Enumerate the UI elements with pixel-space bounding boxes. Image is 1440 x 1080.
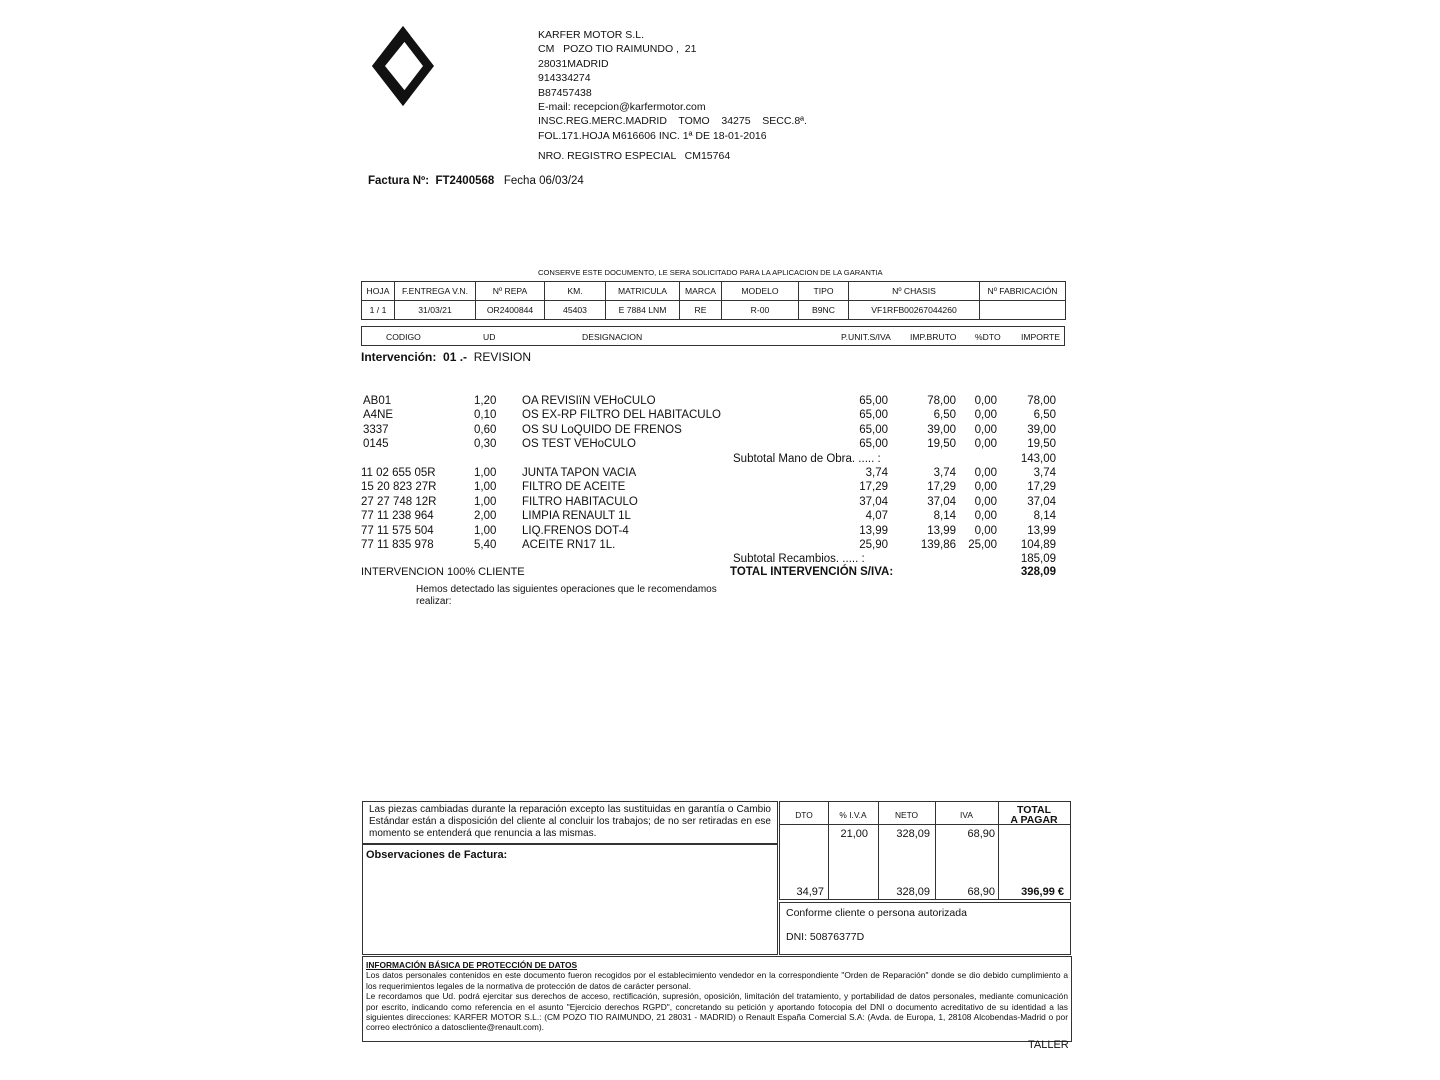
table-row bbox=[361, 395, 1061, 409]
totals-header-iva: IVA bbox=[960, 810, 973, 820]
company-registry-2: FOL.171.HOJA M616606 INC. 1ª DE 18-01-2016 bbox=[538, 129, 767, 142]
vehicle-cell bbox=[980, 301, 1066, 320]
item-punit: 65,00 bbox=[859, 438, 888, 451]
item-code: 3337 bbox=[363, 423, 389, 436]
item-code: 77 11 238 964 bbox=[361, 510, 434, 523]
item-bruto: 78,00 bbox=[927, 395, 956, 407]
company-name: KARFER MOTOR S.L. bbox=[538, 29, 644, 41]
col-punit: P.UNIT.S/IVA bbox=[841, 332, 891, 342]
vehicle-cell: RE bbox=[680, 301, 722, 320]
totals-box bbox=[779, 801, 1071, 900]
subtotal-parts-value: 185,09 bbox=[1020, 553, 1056, 566]
total-intervention-label: TOTAL INTERVENCIÓN S/IVA: bbox=[730, 566, 894, 578]
table-row bbox=[361, 481, 1061, 495]
company-email: E-mail: recepcion@karfermotor.com bbox=[538, 101, 706, 114]
totals-header-total-2: A PAGAR bbox=[1010, 814, 1058, 826]
item-bruto: 8,14 bbox=[933, 510, 956, 523]
vehicle-header-cell: KM. bbox=[545, 282, 606, 301]
item-bruto: 13,99 bbox=[927, 524, 956, 537]
item-punit: 37,04 bbox=[859, 495, 888, 508]
vehicle-header-cell: Nº CHASIS bbox=[849, 282, 980, 301]
invoice-number: FT2400568 bbox=[435, 175, 495, 187]
item-code: 77 11 575 504 bbox=[361, 524, 434, 537]
intervention-label: Intervención: 01 .- bbox=[361, 350, 468, 364]
item-desc: OA REVISIïN VEHoCULO bbox=[522, 395, 656, 407]
item-code: AB01 bbox=[363, 395, 392, 407]
vehicle-header-cell: TIPO bbox=[799, 282, 849, 301]
item-ud: 1,00 bbox=[474, 481, 497, 494]
data-protection-p1: Los datos personales contenidos en este documento fueron recogidos por el establecimiento vendedor en la correspondiente "Orden de Reparación" donde se dio debido cumplimiento a los requerimientos legales de la normativa de protección de datos de carácter personal. bbox=[366, 970, 1068, 991]
col-impbruto: IMP.BRUTO bbox=[910, 332, 957, 342]
item-dto: 0,00 bbox=[974, 466, 997, 479]
data-protection-p2: Le recordamos que Ud. podrá ejercitar sus derechos de acceso, rectificación, supresión, oposición, limitación del tratamiento, y portabilidad de datos personales, mediante comunicación por escrito, indicando como referencia en el asunto "Ejercicio derechos RGPD", concretando su petición y aportando fotocopia del DNI o documento acreditativo de su identidad a las siguientes direcciones: KARFER MOTOR S.L.: (CM POZO TIO RAIMUNDO, 21 28031 - MADRID) o Renault España Comercial S.A: (Avda. de Europa, 1, 28108 Alcobendas-Madrid o por correo electrónico a datoscliente@renault.com). bbox=[366, 991, 1068, 1033]
item-punit: 17,29 bbox=[859, 481, 888, 494]
invoice-date-label: Fecha bbox=[503, 175, 536, 187]
item-ud: 0,30 bbox=[474, 438, 497, 451]
vehicle-header-cell: HOJA bbox=[362, 282, 395, 301]
vehicle-cell: 1 / 1 bbox=[362, 301, 395, 320]
item-code: A4NE bbox=[363, 409, 394, 422]
rate-iva: 68,90 bbox=[967, 828, 995, 840]
item-punit: 4,07 bbox=[865, 510, 888, 523]
vehicle-cell: VF1RFB00267044260 bbox=[849, 301, 980, 320]
item-punit: 3,74 bbox=[865, 466, 888, 479]
col-dto: %DTO bbox=[975, 332, 1001, 342]
table-row bbox=[361, 525, 1061, 539]
item-desc: FILTRO HABITACULO bbox=[522, 495, 638, 508]
company-registry-1: INSC.REG.MERC.MADRID TOMO 34275 SECC.8ª. bbox=[538, 115, 807, 128]
vehicle-table-row bbox=[362, 301, 1066, 320]
item-bruto: 6,50 bbox=[933, 409, 956, 422]
item-ud: 1,20 bbox=[474, 395, 497, 407]
item-importe: 8,14 bbox=[1033, 510, 1056, 523]
item-desc: JUNTA TAPON VACIA bbox=[522, 466, 637, 479]
item-code: 27 27 748 12R bbox=[361, 495, 437, 508]
item-bruto: 19,50 bbox=[927, 438, 956, 451]
item-dto: 0,00 bbox=[974, 395, 997, 407]
item-desc: OS EX-RP FILTRO DEL HABITACULO bbox=[522, 409, 721, 422]
table-row bbox=[361, 467, 1061, 481]
item-desc: FILTRO DE ACEITE bbox=[522, 481, 626, 494]
subtotal-labor-value: 143,00 bbox=[1020, 452, 1056, 465]
item-punit: 25,90 bbox=[859, 538, 888, 551]
col-importe: IMPORTE bbox=[1021, 332, 1060, 342]
item-importe: 78,00 bbox=[1027, 395, 1056, 407]
table-row bbox=[361, 496, 1061, 510]
totals-header-dto: DTO bbox=[795, 810, 813, 820]
subtotal-labor-label: Subtotal Mano de Obra. ..... : bbox=[733, 452, 881, 465]
client-share: INTERVENCION 100% CLIENTE bbox=[361, 566, 525, 578]
totals-header-total-1: TOTAL bbox=[1016, 804, 1052, 816]
item-importe: 17,29 bbox=[1027, 481, 1056, 494]
final-iva: 68,90 bbox=[967, 886, 995, 898]
vehicle-cell: 45403 bbox=[545, 301, 606, 320]
vehicle-header-cell: MARCA bbox=[680, 282, 722, 301]
data-protection-title: INFORMACIÓN BÁSICA DE PROTECCIÓN DE DATOS bbox=[366, 960, 578, 970]
subtotal-labor-row bbox=[361, 453, 1061, 467]
item-punit: 13,99 bbox=[859, 524, 888, 537]
item-code: 11 02 655 05R bbox=[361, 466, 436, 479]
item-desc: LIQ.FRENOS DOT-4 bbox=[522, 524, 629, 537]
signature-box bbox=[779, 902, 1071, 955]
vehicle-cell: E 7884 LNM bbox=[606, 301, 680, 320]
intervention-title bbox=[361, 350, 531, 364]
observations-title: Observaciones de Factura: bbox=[366, 849, 508, 861]
data-protection-box bbox=[362, 956, 1072, 1042]
item-bruto: 39,00 bbox=[927, 423, 956, 436]
intervention-name: REVISION bbox=[473, 350, 532, 364]
renault-logo-icon bbox=[370, 24, 436, 108]
item-ud: 1,00 bbox=[474, 466, 497, 479]
vehicle-header-cell: Nº REPA bbox=[476, 282, 545, 301]
vehicle-cell: R-00 bbox=[722, 301, 799, 320]
item-punit: 65,00 bbox=[859, 423, 888, 436]
subtotal-parts-label: Subtotal Recambios. ..... : bbox=[733, 553, 865, 566]
item-dto: 0,00 bbox=[974, 510, 997, 523]
item-code: 77 11 835 978 bbox=[361, 538, 434, 551]
company-address: CM POZO TIO RAIMUNDO , 21 bbox=[538, 43, 697, 56]
vehicle-table-header bbox=[362, 282, 1066, 301]
item-desc: OS TEST VEHoCULO bbox=[522, 438, 636, 451]
totals-header-neto: NETO bbox=[894, 810, 919, 820]
vehicle-header-cell: MODELO bbox=[722, 282, 799, 301]
final-neto: 328,09 bbox=[896, 886, 930, 898]
table-row bbox=[361, 539, 1061, 553]
item-code: 0145 bbox=[363, 438, 389, 451]
item-ud: 0,60 bbox=[474, 423, 497, 436]
col-designacion: DESIGNACION bbox=[582, 332, 643, 342]
totals-header-iva-pct: % I.V.A bbox=[839, 810, 867, 820]
parts-notice: Las piezas cambiadas durante la reparación excepto las sustituidas en garantía o Cambio Estándar están a disposición del cliente al concluir los trabajos; de no ser retiradas en ese momento se entenderá que renuncia a las mismas. bbox=[362, 801, 778, 844]
table-row bbox=[361, 409, 1061, 423]
line-items bbox=[361, 395, 1061, 568]
item-ud: 5,40 bbox=[474, 538, 497, 551]
company-info bbox=[538, 28, 807, 143]
item-ud: 2,00 bbox=[474, 510, 497, 523]
item-desc: LIMPIA RENAULT 1L bbox=[522, 510, 631, 523]
totals-header-total bbox=[998, 805, 1070, 825]
rate-iva-pct: 21,00 bbox=[840, 828, 868, 840]
company-city: 28031MADRID bbox=[538, 57, 609, 70]
recommendation-text: Hemos detectado las siguientes operaciones que le recomendamos realizar: bbox=[416, 584, 717, 607]
col-ud: UD bbox=[483, 332, 496, 342]
vehicle-cell: 31/03/21 bbox=[395, 301, 476, 320]
table-row bbox=[361, 510, 1061, 524]
vehicle-table bbox=[361, 281, 1066, 320]
invoice-header bbox=[368, 175, 584, 187]
item-punit: 65,00 bbox=[859, 395, 888, 407]
item-importe: 37,04 bbox=[1027, 495, 1056, 508]
table-row bbox=[361, 424, 1061, 438]
item-dto: 0,00 bbox=[974, 423, 997, 436]
invoice-number-label: Factura Nº: bbox=[368, 175, 430, 187]
final-dto: 34,97 bbox=[796, 886, 824, 898]
item-ud: 1,00 bbox=[474, 495, 497, 508]
item-ud: 0,10 bbox=[474, 409, 497, 422]
table-row bbox=[361, 438, 1061, 452]
vehicle-cell: B9NC bbox=[799, 301, 849, 320]
vehicle-header-cell: F.ENTREGA V.N. bbox=[395, 282, 476, 301]
signature-label: Conforme cliente o persona autorizada bbox=[786, 907, 967, 919]
item-bruto: 139,86 bbox=[920, 538, 956, 551]
footer-taller: TALLER bbox=[1028, 1039, 1069, 1051]
item-bruto: 17,29 bbox=[927, 481, 956, 494]
item-importe: 19,50 bbox=[1027, 438, 1056, 451]
item-importe: 104,89 bbox=[1020, 538, 1056, 551]
item-dto: 0,00 bbox=[974, 524, 997, 537]
invoice-date: 06/03/24 bbox=[539, 175, 584, 187]
vehicle-cell: OR2400844 bbox=[476, 301, 545, 320]
col-codigo: CODIGO bbox=[386, 332, 421, 342]
line-items-header bbox=[361, 326, 1065, 346]
total-to-pay: 396,99 € bbox=[1021, 886, 1064, 898]
item-dto: 25,00 bbox=[968, 538, 997, 551]
item-bruto: 3,74 bbox=[933, 466, 956, 479]
item-desc: OS SU LoQUIDO DE FRENOS bbox=[522, 423, 682, 436]
item-dto: 0,00 bbox=[974, 481, 997, 494]
item-dto: 0,00 bbox=[974, 409, 997, 422]
item-importe: 13,99 bbox=[1027, 524, 1056, 537]
vehicle-header-cell: MATRICULA bbox=[606, 282, 680, 301]
item-importe: 39,00 bbox=[1027, 423, 1056, 436]
warranty-notice: CONSERVE ESTE DOCUMENTO, LE SERA SOLICITADO PARA LA APLICACION DE LA GARANTIA bbox=[538, 268, 883, 277]
item-ud: 1,00 bbox=[474, 524, 497, 537]
rate-neto: 328,09 bbox=[896, 828, 930, 840]
vehicle-header-cell: Nº FABRICACIÓN bbox=[980, 282, 1066, 301]
item-desc: ACEITE RN17 1L. bbox=[522, 538, 616, 551]
item-importe: 3,74 bbox=[1033, 466, 1056, 479]
total-intervention-value: 328,09 bbox=[1020, 566, 1056, 578]
item-punit: 65,00 bbox=[859, 409, 888, 422]
item-dto: 0,00 bbox=[974, 438, 997, 451]
company-cif: B87457438 bbox=[538, 86, 592, 99]
observations-box bbox=[362, 844, 778, 955]
signature-dni: DNI: 50876377D bbox=[786, 931, 865, 943]
item-dto: 0,00 bbox=[974, 495, 997, 508]
item-code: 15 20 823 27R bbox=[361, 481, 437, 494]
company-phone: 914334274 bbox=[538, 72, 591, 85]
item-importe: 6,50 bbox=[1033, 409, 1056, 422]
special-registry: NRO. REGISTRO ESPECIAL CM15764 bbox=[538, 150, 731, 162]
item-bruto: 37,04 bbox=[927, 495, 956, 508]
